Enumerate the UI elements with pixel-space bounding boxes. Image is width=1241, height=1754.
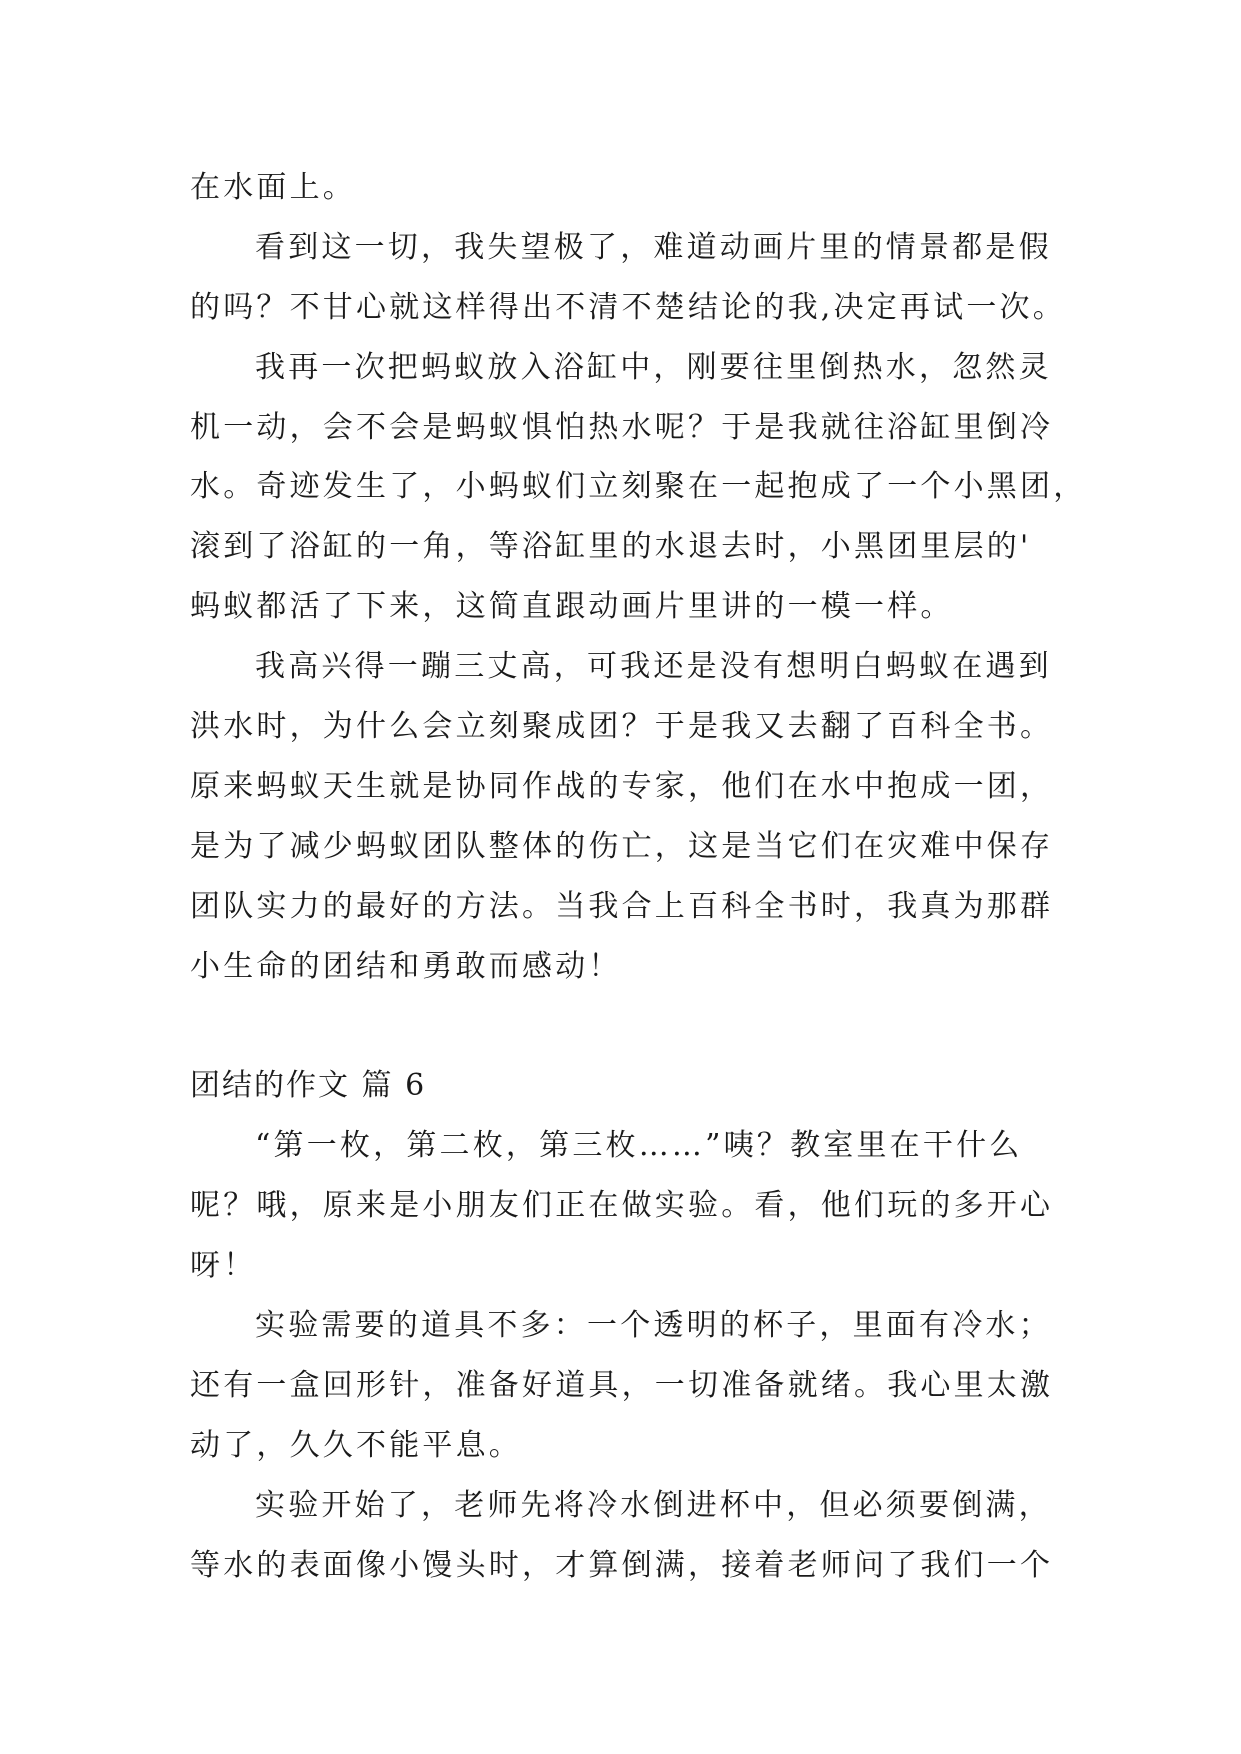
text-line: 呢？哦，原来是小朋友们正在做实验。看，他们玩的多开心	[190, 1188, 1054, 1223]
text-line: 实验开始了，老师先将冷水倒进杯中，但必须要倒满，	[255, 1488, 1052, 1523]
text-line: 实验需要的道具不多：一个透明的杯子，里面有冷水；	[255, 1308, 1052, 1343]
text-line: 水。奇迹发生了，小蚂蚁们立刻聚在一起抱成了一个小黑团，	[190, 469, 1087, 504]
text-line: 动了，久久不能平息。	[190, 1428, 522, 1463]
text-line: 我再一次把蚂蚁放入浴缸中，刚要往里倒热水，忽然灵	[255, 350, 1052, 385]
text-line: 在水面上。	[190, 170, 356, 205]
text-line: 我高兴得一蹦三丈高，可我还是没有想明白蚂蚁在遇到	[255, 649, 1052, 684]
text-line: 滚到了浴缸的一角，等浴缸里的水退去时，小黑团里层的'	[190, 529, 1032, 564]
text-line: 看到这一切，我失望极了，难道动画片里的情景都是假	[255, 230, 1052, 265]
text-line: 等水的表面像小馒头时，才算倒满，接着老师问了我们一个	[190, 1548, 1054, 1583]
text-line: “第一枚，第二枚，第三枚……”咦？教室里在干什么	[255, 1128, 1023, 1163]
text-line: 洪水时，为什么会立刻聚成团？于是我又去翻了百科全书。	[190, 709, 1054, 744]
text-line: 机一动，会不会是蚂蚁惧怕热水呢？于是我就往浴缸里倒冷	[190, 410, 1054, 445]
section-heading: 团结的作文 篇 6	[190, 1068, 427, 1103]
text-line: 蚂蚁都活了下来，这简直跟动画片里讲的一模一样。	[190, 589, 954, 624]
text-line: 还有一盒回形针，准备好道具，一切准备就绪。我心里太激	[190, 1368, 1054, 1403]
text-line: 是为了减少蚂蚁团队整体的伤亡，这是当它们在灾难中保存	[190, 829, 1054, 864]
text-line: 小生命的团结和勇敢而感动！	[190, 949, 622, 984]
text-line: 原来蚂蚁天生就是协同作战的专家，他们在水中抱成一团，	[190, 769, 1054, 804]
text-line: 的吗？不甘心就这样得出不清不楚结论的我,决定再试一次。	[190, 290, 1066, 325]
text-line: 呀！	[190, 1248, 257, 1283]
text-line: 团队实力的最好的方法。当我合上百科全书时，我真为那群	[190, 889, 1054, 924]
